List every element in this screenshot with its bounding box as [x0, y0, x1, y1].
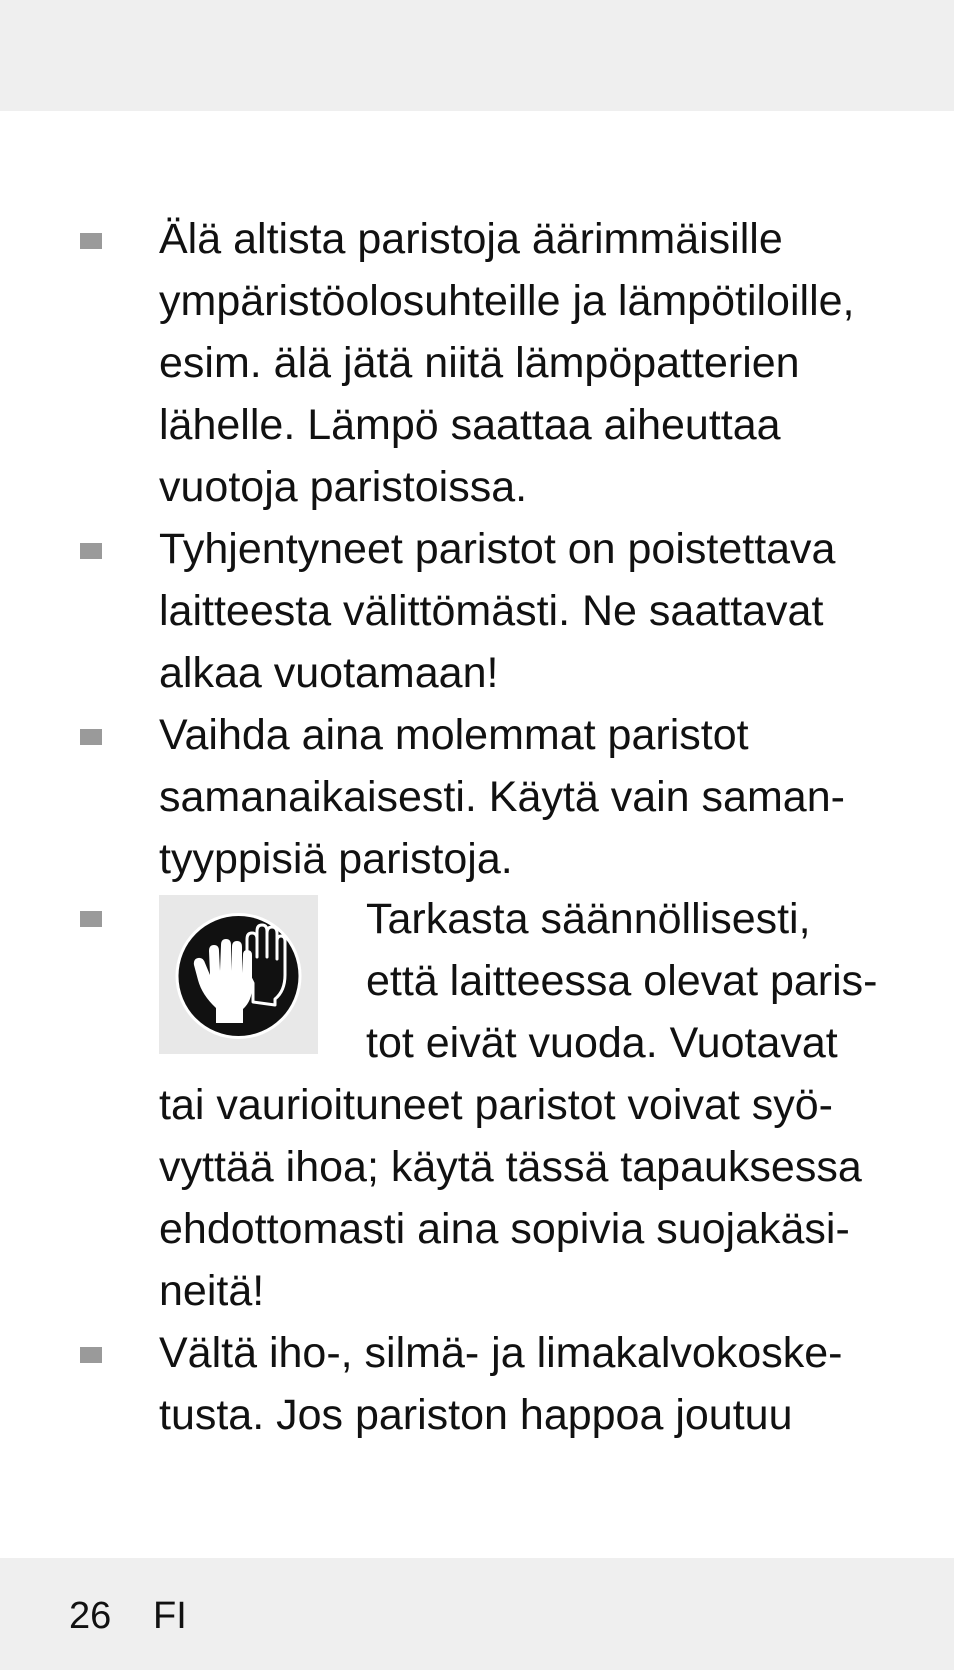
text-line: vuotoja paristoissa.	[159, 463, 528, 511]
text-line: vyttää ihoa; käytä tässä tapauksessa	[159, 1143, 862, 1191]
bullet-marker	[80, 911, 102, 927]
text-line: laitteesta välittömästi. Ne saattavat	[159, 587, 824, 635]
language-code: FI	[153, 1595, 187, 1637]
text-line: Vaihda aina molemmat paristot	[159, 711, 749, 759]
text-line: tot eivät vuoda. Vuotavat	[366, 1019, 838, 1067]
text-line: Vältä iho-, silmä- ja limakalvokoske-	[159, 1329, 843, 1377]
footer-band	[0, 1558, 954, 1670]
text-line: että laitteessa olevat paris-	[366, 957, 878, 1005]
text-line: esim. älä jätä niitä lämpöpatterien	[159, 339, 800, 387]
page-number: 26	[69, 1595, 112, 1637]
text-line: Älä altista paristoja äärimmäisille	[159, 215, 783, 263]
protective-gloves-icon	[159, 895, 318, 1054]
text-line: Tarkasta säännöllisesti,	[366, 895, 811, 943]
text-line: samanaikaisesti. Käytä vain saman-	[159, 773, 845, 821]
bullet-marker	[80, 1347, 102, 1363]
text-line: neitä!	[159, 1267, 265, 1315]
text-line: tusta. Jos pariston happoa joutuu	[159, 1391, 793, 1439]
bullet-marker	[80, 543, 102, 559]
header-band	[0, 0, 954, 111]
bullet-marker	[80, 233, 102, 249]
text-line: tyyppisiä paristoja.	[159, 835, 513, 883]
bullet-marker	[80, 729, 102, 745]
text-line: Tyhjentyneet paristot on poistettava	[159, 525, 836, 573]
text-line: tai vaurioituneet paristot voivat syö-	[159, 1081, 833, 1129]
text-line: lähelle. Lämpö saattaa aiheuttaa	[159, 401, 781, 449]
text-line: ympäristöolosuhteille ja lämpötiloille,	[159, 277, 855, 325]
text-line: alkaa vuotamaan!	[159, 649, 499, 697]
text-line: ehdottomasti aina sopivia suojakäsi-	[159, 1205, 850, 1253]
